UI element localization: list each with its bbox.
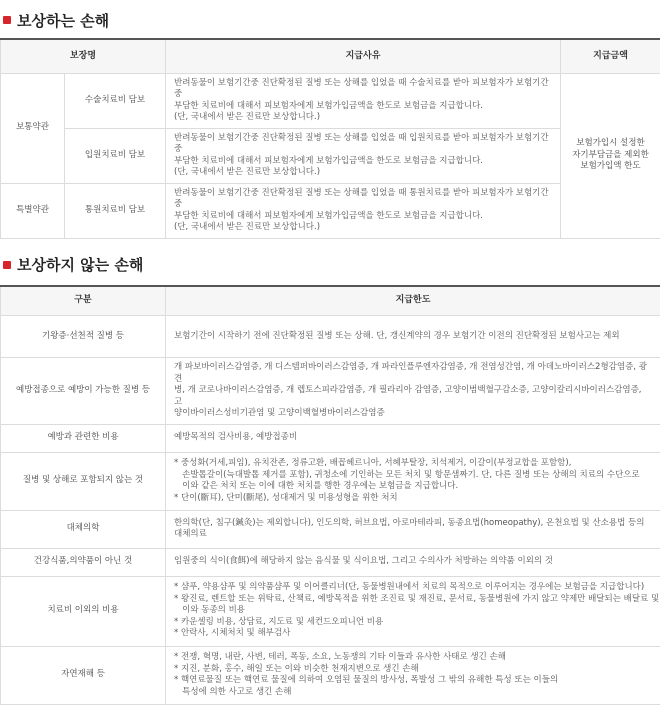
desc-line: * 중성화(거세,피임), 유치잔존, 정류고환, 배꼽헤르니아, 서혜부탈장, 치석제거, 이갈이(부정교합을 포함함),: [174, 458, 652, 470]
desc-line: 반려동물이 보험기간중 진단확정된 질병 또는 상해를 입었을 때 통원치료를 받아 피보험자가 보험기간중: [174, 188, 552, 211]
row-desc: [166, 452, 660, 510]
desc-line: * 핵연료물질 또는 핵연료 물질에 의하여 오염된 물질의 방사성, 폭발성 그 밖의 유해한 특성 또는 이들의: [174, 675, 652, 687]
group-name: 보통약관: [1, 73, 65, 183]
table-row: [1, 358, 660, 425]
row-desc: [166, 358, 660, 425]
desc-line: 부담한 치료비에 대해서 피보험자에게 보험가입금액을 한도로 보험금을 지급합니다.: [174, 156, 552, 168]
desc-line: (단, 국내에서 받은 진료만 보상합니다.): [174, 222, 552, 234]
row-label: 질병 및 상해로 포함되지 않는 것: [1, 452, 166, 510]
desc-line: * 왕진료, 렌트할 또는 위탁료, 산책료, 예방목적을 위한 조진료 및 재진료, 문서료, 동물병원에 가지 않고 약제만 배달되는 배달료 및: [174, 594, 652, 606]
amount-line: 보험가입액 한도: [561, 161, 660, 173]
desc-line: * 카운셀링 비용, 상담료, 지도료 및 세컨드오피니언 비용: [174, 617, 652, 629]
desc-line: 반려동물이 보험기간중 진단확정된 질병 또는 상해를 입었을 때 수술치료를 받아 피보험자가 보험기간중: [174, 78, 552, 101]
row-desc: [166, 424, 660, 452]
table-row: [1, 510, 660, 548]
desc-line: 예방목적의 검사비용, 예방접종비: [174, 432, 652, 444]
desc-line: 개 파보바이러스감염증, 개 디스템퍼바이러스감염증, 개 파라인플루엔자감염증, 개 전염성간염, 개 아데노바이러스2형감염증, 광견: [174, 362, 652, 385]
table-row: [1, 316, 660, 358]
desc-line: 손발톱갈이(늑대발톱 제거를 포함), 귀청소에 기인하는 모든 처치 및 항문샘짜기. 단, 다른 질병 또는 상해의 치료의 수단으로: [174, 470, 652, 482]
desc-line: (단, 국내에서 받은 진료만 보상합니다.): [174, 112, 552, 124]
amount-cell: [561, 73, 660, 238]
desc-line: * 안락사, 시체처치 및 해부검사: [174, 628, 652, 640]
group-name: 특별약관: [1, 183, 65, 238]
header-reason: 지급사유: [166, 39, 561, 73]
table-row: [1, 646, 660, 704]
section-title-text: 보상하지 않는 손해: [17, 254, 143, 275]
table-row: [1, 73, 660, 128]
coverage-name: 통원치료비 담보: [65, 183, 166, 238]
table-row: [1, 452, 660, 510]
row-desc: [166, 510, 660, 548]
table-row: [1, 548, 660, 576]
amount-line: 보험가입시 설정한: [561, 138, 660, 150]
section-title-covered: [0, 8, 660, 32]
coverage-desc: [166, 128, 561, 183]
desc-line: * 단이(斷耳), 단미(斷尾), 성대제거 및 미용성형을 위한 처치: [174, 493, 652, 505]
header-category: 구분: [1, 286, 166, 316]
desc-line: 반려동물이 보험기간중 진단확정된 질병 또는 상해를 입었을 때 입원치료를 받아 피보험자가 보험기간중: [174, 133, 552, 156]
row-label: 예방접종으로 예방이 가능한 질병 등: [1, 358, 166, 425]
title-marker-icon: [3, 16, 11, 24]
section-covered: [0, 8, 660, 239]
amount-line: 자기부담금을 제외한: [561, 150, 660, 162]
covered-table: [0, 38, 660, 239]
header-coverage: 보장명: [1, 39, 166, 73]
row-label: 자연재해 등: [1, 646, 166, 704]
desc-line: 부담한 치료비에 대해서 피보험자에게 보험가입금액을 한도로 보험금을 지급합니다.: [174, 101, 552, 113]
section-title-text: 보상하는 손해: [17, 10, 109, 31]
section-title-not-covered: [0, 253, 660, 277]
desc-line: * 샴푸, 약용샴푸 및 의약품샴푸 및 이어클리너(단, 동물병원내에서 치료의 목적으로 이루어지는 경우에는 보험금을 지급합니다): [174, 582, 652, 594]
row-desc: [166, 576, 660, 646]
desc-line: 대체의료: [174, 529, 652, 541]
desc-line: 보험기간이 시작하기 전에 진단확정된 질병 또는 상해. 단, 갱신계약의 경우 보험기간 이전의 진단확정된 보험사고는 제외: [174, 331, 652, 343]
row-desc: [166, 646, 660, 704]
desc-line: 부담한 치료비에 대해서 피보험자에게 보험가입금액을 한도로 보험금을 지급합니다.: [174, 211, 552, 223]
coverage-name: 수술치료비 담보: [65, 73, 166, 128]
not-covered-table: [0, 285, 660, 705]
row-label: 치료비 이외의 비용: [1, 576, 166, 646]
row-label: 기왕증·선천적 질병 등: [1, 316, 166, 358]
desc-line: 한의학(단, 침구(鍼灸)는 제외합니다), 인도의학, 허브요법, 아로마테라피, 동종요법(homeopathy), 온천요법 및 산소용법 등의: [174, 518, 652, 530]
coverage-desc: [166, 183, 561, 238]
section-not-covered: [0, 253, 660, 705]
table-row: [1, 576, 660, 646]
desc-line: 특성에 의한 사고로 생긴 손해: [174, 687, 652, 699]
row-label: 대체의학: [1, 510, 166, 548]
header-limit: 지급한도: [166, 286, 660, 316]
desc-line: (단, 국내에서 받은 진료만 보상합니다.): [174, 167, 552, 179]
desc-line: * 지진, 분화, 홍수, 해일 또는 이와 비슷한 천재지변으로 생긴 손해: [174, 664, 652, 676]
row-desc: [166, 316, 660, 358]
title-marker-icon: [3, 261, 11, 269]
coverage-name: 입원치료비 담보: [65, 128, 166, 183]
coverage-desc: [166, 73, 561, 128]
row-label: 예방과 관련한 비용: [1, 424, 166, 452]
desc-line: 임원중의 식이(食餌)에 해당하지 않는 음식물 및 식이요법, 그리고 수의사가 처방하는 의약품 이외의 것: [174, 556, 652, 568]
desc-line: 이와 동종의 비용: [174, 605, 652, 617]
desc-line: * 전쟁, 혁명, 내란, 사변, 테러, 폭동, 소요, 노동쟁의 기타 이들과 유사한 사태로 생긴 손해: [174, 652, 652, 664]
desc-line: 이와 같은 처치 또는 이에 대한 처치를 행한 경우에는 보험금을 지급합니다.: [174, 481, 652, 493]
header-amount: 지급금액: [561, 39, 660, 73]
table-row: [1, 424, 660, 452]
row-label: 건강식품,의약품이 아닌 것: [1, 548, 166, 576]
row-desc: [166, 548, 660, 576]
desc-line: 양이바이러스성비기관염 및 고양이백혈병바이러스감염증: [174, 408, 652, 420]
desc-line: 병, 개 코로나바이러스감염증, 개 렙토스피라감염증, 개 필라리아 감염증, 고양이범백혈구감소증, 고양이칼리시바이러스감염증, 고: [174, 385, 652, 408]
